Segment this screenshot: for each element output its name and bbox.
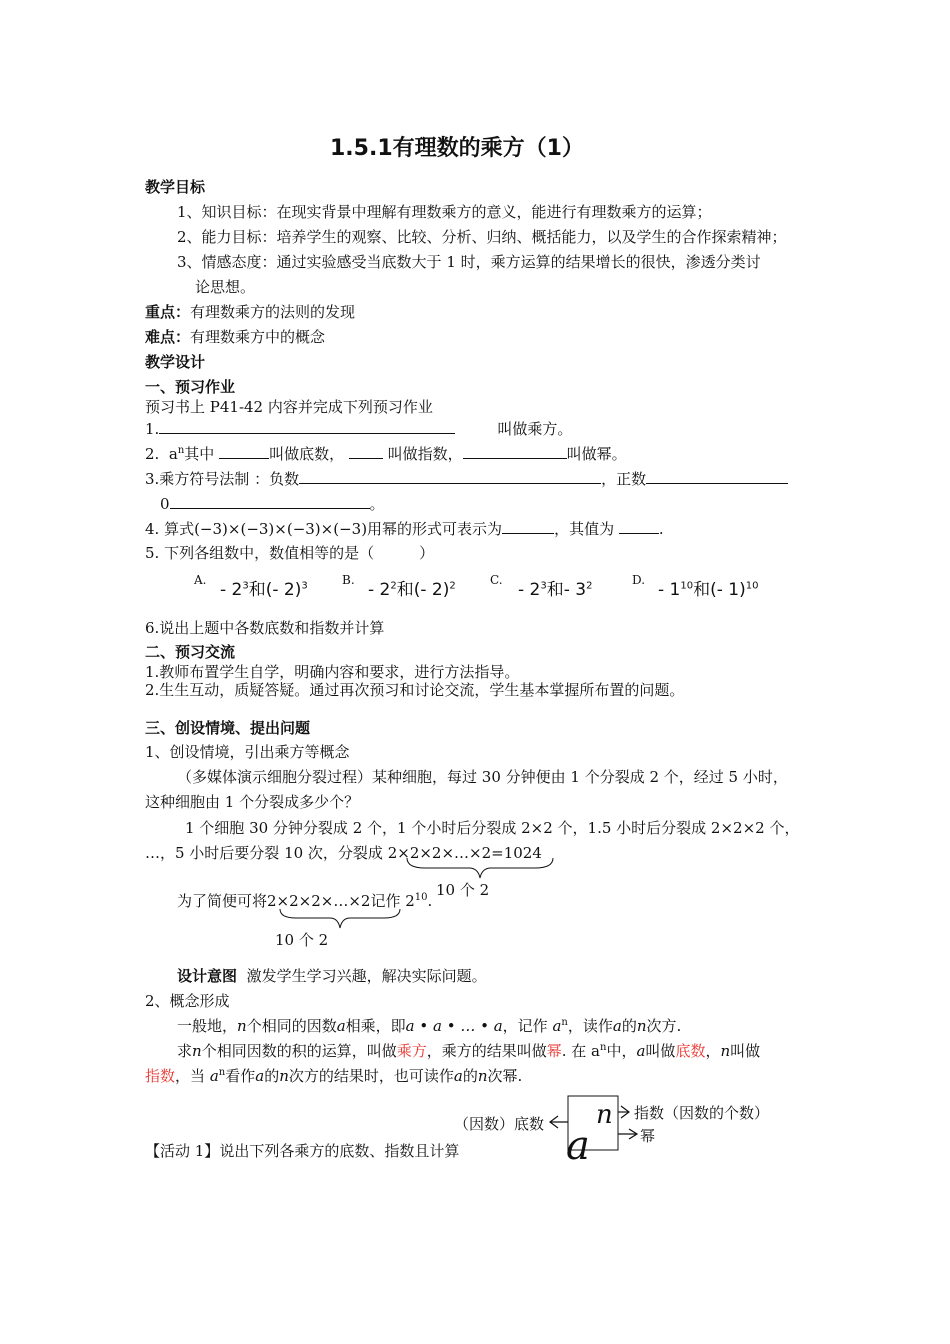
- option-c-expr: - $2^3$和- $3^2$: [518, 580, 593, 600]
- brace-1: [405, 856, 555, 882]
- section1-heading: 一、预习作业: [145, 378, 236, 396]
- answer-blank[interactable]: [159, 418, 455, 434]
- answer-blank[interactable]: [619, 518, 659, 534]
- paragraph: 这种细胞由 1 个分裂成多少个？: [145, 793, 360, 811]
- goal-item: 1、知识目标：在现实背景中理解有理数乘方的意义，能进行有理数乘方的运算；: [177, 203, 712, 221]
- goal-item: 论思想。: [195, 278, 256, 296]
- option-d-label: D.: [632, 573, 646, 587]
- section1-intro: 预习书上 P41-42 内容并完成下列预习作业: [145, 398, 433, 416]
- answer-blank[interactable]: [170, 493, 370, 509]
- brace-1-label: 10 个 2: [436, 881, 490, 899]
- answer-blank[interactable]: [349, 443, 383, 459]
- question-5: 5. 下列各组数中，数值相等的是（ ）: [145, 544, 435, 562]
- section3-heading: 三、创设情境、提出问题: [145, 719, 311, 737]
- answer-blank[interactable]: [463, 443, 567, 459]
- section2-heading: 二、预习交流: [145, 643, 236, 661]
- design-heading: 教学设计: [145, 353, 206, 371]
- exponent-label: 指数（因数的个数）: [634, 1104, 770, 1122]
- answer-blank[interactable]: [299, 468, 601, 484]
- question-6: 6.说出上题中各数底数和指数并计算: [145, 619, 385, 637]
- key-point: 重点：有理数乘方的法则的发现: [145, 303, 356, 321]
- base-label: （因数）底数: [454, 1115, 545, 1133]
- concept-line-1: 一般地，n个相同的因数a相乘，即a • a • … • a，记作 $a^n$，读作a的n次方.: [177, 1017, 682, 1035]
- question-1: 1. 叫做乘方。: [145, 420, 573, 438]
- paragraph: 1 个细胞 30 分钟分裂成 2 个，1 个小时后分裂成 2×2 个，1.5 小时后分裂成 2×2×2 个，: [185, 819, 800, 837]
- brace-2: [278, 907, 402, 931]
- question-4: 4. 算式(−3)×(−3)×(−3)×(−3)用幂的形式可表示为 ，其值为 .: [145, 520, 664, 538]
- answer-blank[interactable]: [646, 468, 788, 484]
- design-intent: 设计意图 激发学生学习兴趣，解决实际问题。: [177, 967, 487, 985]
- section3-sub1: 1、创设情境，引出乘方等概念: [145, 743, 350, 761]
- difficult-point: 难点：有理数乘方中的概念: [145, 328, 326, 346]
- question-3: 3.乘方符号法制 ：负数 ，正数: [145, 468, 788, 489]
- page-title: 1.5.1有理数的乘方（1）: [330, 136, 584, 161]
- section2-item: 1.教师布置学生自学，明确内容和要求，进行方法指导。: [145, 663, 520, 681]
- option-b-expr: - $2^2$和(- 2)$^2$: [368, 580, 456, 600]
- goals-heading: 教学目标: [145, 178, 206, 196]
- brace-2-label: 10 个 2: [275, 931, 329, 949]
- option-c-label: C.: [490, 573, 503, 587]
- option-a-expr: - $2^3$和(- 2)$^3$: [220, 580, 308, 600]
- concept-line-2: 求n个相同因数的积的运算，叫做乘方，乘方的结果叫做幂. 在 $a^n$中，a叫做底数，n叫做: [177, 1042, 761, 1060]
- diagram-exponent-letter: n: [596, 1100, 613, 1130]
- answer-blank[interactable]: [502, 518, 554, 534]
- option-d-expr: - $1^{10}$和(- 1)$^{10}$: [658, 580, 759, 600]
- goal-item: 2、能力目标：培养学生的观察、比较、分析、归纳、概括能力，以及学生的合作探索精神；: [177, 228, 787, 246]
- question-2: 2. $a^n$其中 叫做底数， 叫做指数， 叫做幂。: [145, 445, 627, 463]
- abbreviation-line: 为了简便可将2×2×2×…×2记作 $2^{10}$.: [177, 892, 433, 910]
- option-a-label: A.: [194, 573, 207, 587]
- section3-sub2: 2、概念形成: [145, 992, 230, 1010]
- concept-line-3: 指数，当 $a^n$看作a的n次方的结果时，也可读作a的n次幂.: [145, 1067, 523, 1085]
- section2-item: 2.生生互动，质疑答疑。通过再次预习和讨论交流，学生基本掌握所布置的问题。: [145, 681, 685, 699]
- activity-1: 【活动 1】说出下列各乘方的底数、指数且计算: [145, 1142, 460, 1160]
- goal-item: 3、情感态度：通过实验感受当底数大于 1 时，乘方运算的结果增长的很快，渗透分类讨: [177, 253, 761, 271]
- answer-blank[interactable]: [219, 443, 269, 459]
- power-label: 幂: [640, 1127, 656, 1145]
- option-b-label: B.: [342, 573, 355, 587]
- diagram-base-letter: a: [566, 1123, 590, 1169]
- question-3-cont: 0 。: [160, 495, 385, 513]
- paragraph: …，5 小时后要分裂 10 次，分裂成 2×2×2×…×2=1024: [145, 844, 542, 862]
- paragraph: （多媒体演示细胞分裂过程）某种细胞，每过 30 分钟便由 1 个分裂成 2 个，经过 5 小时，: [177, 768, 788, 786]
